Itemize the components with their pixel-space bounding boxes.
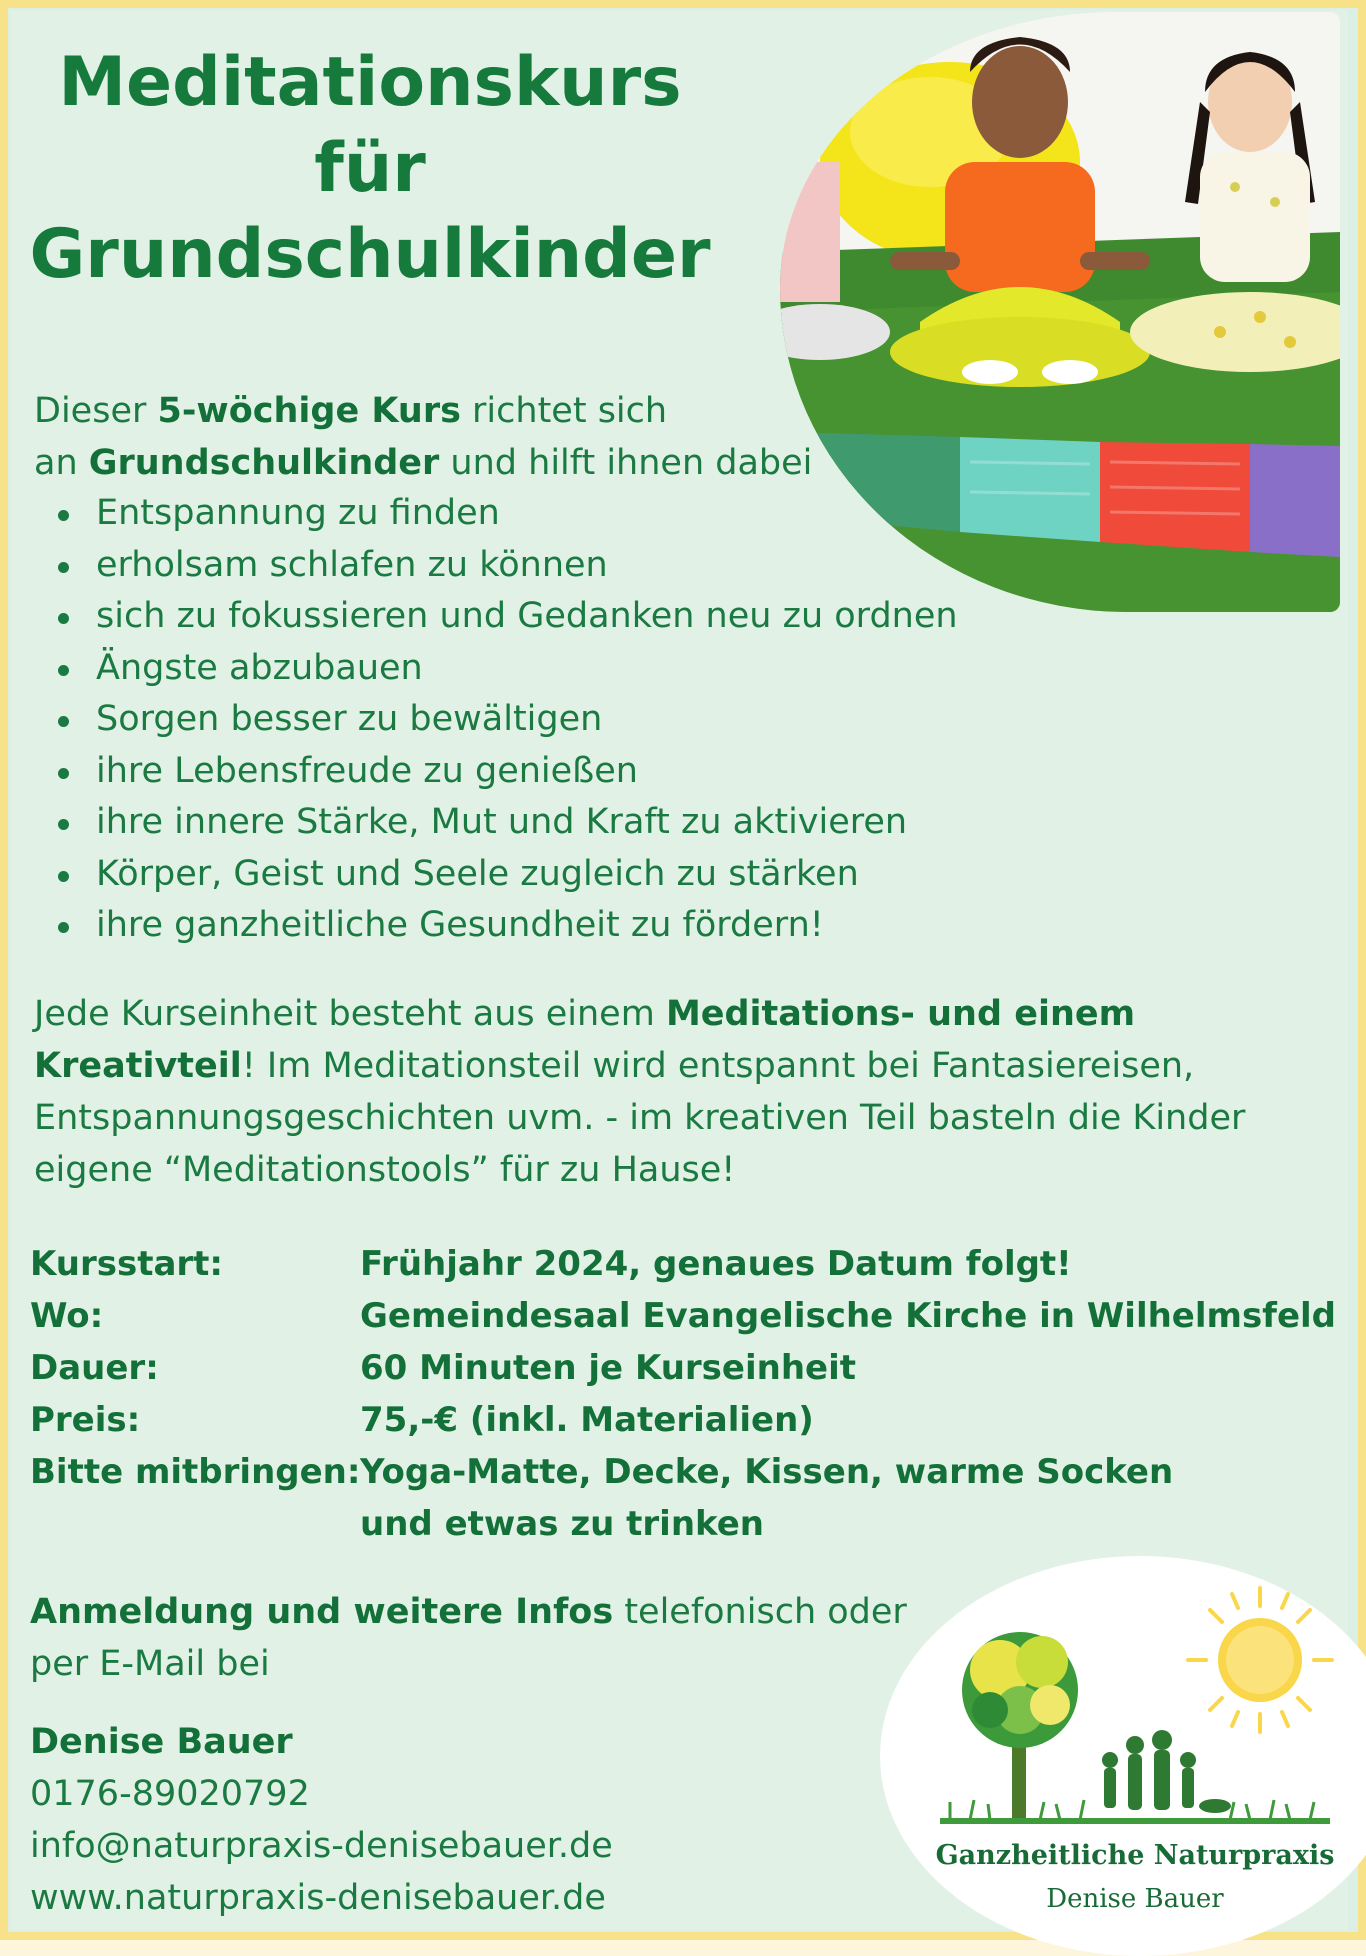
- detail-value: 75,-€ (inkl. Materialien): [360, 1400, 814, 1440]
- list-item: Sorgen besser zu bewältigen: [56, 694, 958, 746]
- list-item: ihre innere Stärke, Mut und Kraft zu aktivieren: [56, 797, 958, 849]
- logo-title: Ganzheitliche Naturpraxis: [935, 1840, 1335, 1871]
- intro-text: richtet sich: [460, 391, 668, 431]
- logo-subtitle: Denise Bauer: [1046, 1884, 1224, 1914]
- detail-value: und etwas zu trinken: [360, 1504, 764, 1544]
- intro-text: und hilft ihnen dabei: [439, 443, 813, 483]
- intro-text: an: [34, 443, 89, 483]
- detail-label: [30, 1498, 360, 1550]
- detail-label: Kursstart:: [30, 1244, 224, 1284]
- title-line-1: Meditationskurs: [58, 43, 682, 122]
- registration-bold: Anmeldung und weitere Infos: [30, 1592, 614, 1632]
- list-item: ihre Lebensfreude zu genießen: [56, 746, 958, 798]
- list-item: Ängste abzubauen: [56, 643, 958, 695]
- detail-value: 60 Minuten je Kurseinheit: [360, 1348, 857, 1388]
- list-item: ihre ganzheitliche Gesundheit zu fördern!: [56, 900, 958, 952]
- detail-label: Dauer:: [30, 1348, 159, 1388]
- contact-phone[interactable]: 0176-89020792: [30, 1774, 310, 1814]
- contact-email[interactable]: info@naturpraxis-denisebauer.de: [30, 1826, 613, 1866]
- detail-row-duration: [30, 1342, 1336, 1394]
- intro-course-length: 5-wöchige Kurs: [157, 391, 461, 431]
- benefits-list: [56, 488, 958, 952]
- desc-line-3: Entspannungsgeschichten uvm. - im kreativen Teil basteln die Kinder: [34, 1098, 1246, 1138]
- detail-value: Yoga-Matte, Decke, Kissen, warme Socken: [360, 1452, 1174, 1492]
- registration-text: telefonisch oder: [613, 1592, 907, 1632]
- title-line-2: für: [314, 129, 426, 208]
- detail-row-bring-continued: [30, 1498, 1336, 1550]
- registration-info: [30, 1586, 930, 1690]
- intro-line-1: [34, 385, 854, 437]
- family-icon: [1102, 1730, 1231, 1813]
- contact-block: [30, 1716, 613, 1924]
- detail-row-bring: [30, 1446, 1336, 1498]
- list-item: sich zu fokussieren und Gedanken neu zu ordnen: [56, 591, 958, 643]
- contact-name: Denise Bauer: [30, 1722, 293, 1762]
- contact-website[interactable]: www.naturpraxis-denisebauer.de: [30, 1878, 606, 1918]
- list-item: erholsam schlafen zu können: [56, 540, 958, 592]
- naturpraxis-logo-icon: [930, 1570, 1350, 1840]
- sun-icon: [1188, 1588, 1332, 1732]
- intro-text: Dieser: [34, 391, 158, 431]
- detail-row-start: [30, 1238, 1336, 1290]
- desc-text: Jede Kurseinheit besteht aus einem: [34, 994, 666, 1034]
- course-details: [30, 1238, 1336, 1550]
- list-item: Körper, Geist und Seele zugleich zu stärken: [56, 849, 958, 901]
- desc-line-2: [34, 1040, 1314, 1092]
- registration-line-2: per E-Mail bei: [30, 1644, 270, 1684]
- detail-value: Gemeindesaal Evangelische Kirche in Wilhelmsfeld: [360, 1296, 1337, 1336]
- intro-audience: Grundschulkinder: [88, 443, 440, 483]
- detail-label: Bitte mitbringen:: [30, 1452, 361, 1492]
- detail-label: Wo:: [30, 1296, 104, 1336]
- desc-bold: Kreativteil: [34, 1046, 242, 1086]
- detail-label: Preis:: [30, 1400, 141, 1440]
- course-description: [34, 988, 1314, 1196]
- detail-row-location: [30, 1290, 1336, 1342]
- desc-text: ! Im Meditationsteil wird entspannt bei Fantasiereisen,: [241, 1046, 1195, 1086]
- intro-line-2: [34, 437, 854, 489]
- intro-paragraph: [34, 385, 854, 489]
- page-title: [20, 40, 720, 298]
- registration-line-1: [30, 1586, 930, 1638]
- desc-line-1: [34, 988, 1314, 1040]
- tree-icon: [962, 1632, 1078, 1820]
- title-line-3: Grundschulkinder: [29, 215, 711, 294]
- list-item: Entspannung zu finden: [56, 488, 958, 540]
- desc-line-4: eigene “Meditationstools” für zu Hause!: [34, 1150, 736, 1190]
- desc-bold: Meditations- und einem: [665, 994, 1136, 1034]
- detail-row-price: [30, 1394, 1336, 1446]
- detail-value: Frühjahr 2024, genaues Datum folgt!: [360, 1244, 1072, 1284]
